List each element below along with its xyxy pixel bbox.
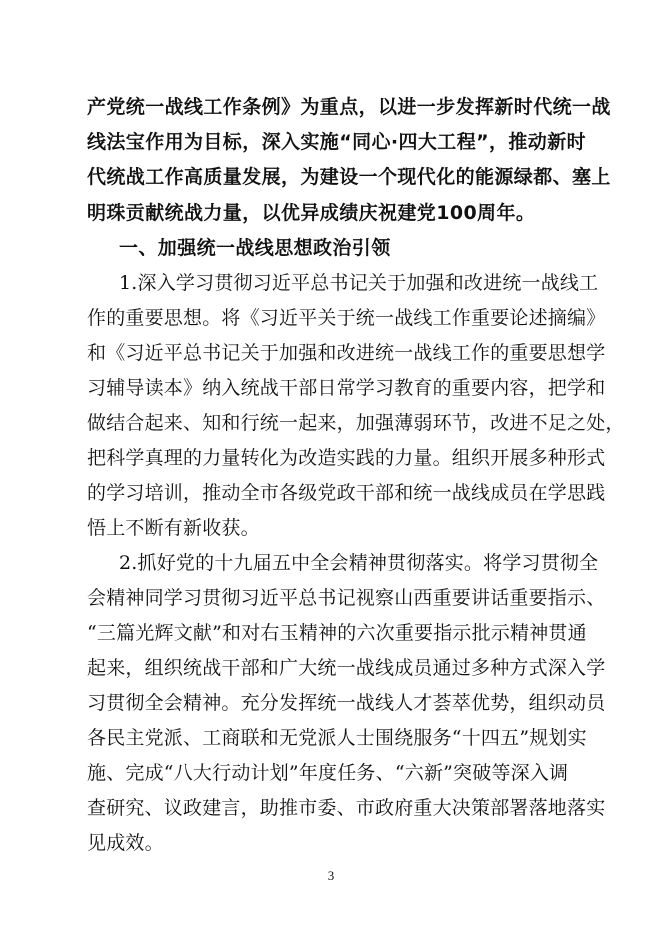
item1-line-5: 做结合起来、知和行统一起来，加强薄弱环节，改进不足之处， bbox=[87, 412, 625, 434]
item2-line-9: 见成效。 bbox=[87, 832, 164, 854]
item2-line-3: “三篇光辉文献”和对右玉精神的六次重要指示批示精神贯通 bbox=[87, 622, 587, 644]
item1-line-4: 习辅导读本》纳入统战干部日常学习教育的重要内容，把学和 bbox=[87, 377, 606, 399]
item1-line-3: 和《习近平总书记关于加强和改进统一战线工作的重要思想学 bbox=[87, 342, 606, 364]
item2-line-7: 施、完成“八大行动计划”年度任务、“六新”突破等深入调 bbox=[87, 762, 569, 784]
item2-line-8: 查研究、议政建言，助推市委、市政府重大决策部署落地落实 bbox=[87, 797, 606, 819]
item1-line-6: 把科学真理的力量转化为改造实践的力量。组织开展多种形式 bbox=[87, 447, 606, 469]
intro-line-1: 产党统一战线工作条例》为重点，以进一步发挥新时代统一战 bbox=[87, 96, 611, 118]
page-number: 3 bbox=[327, 868, 335, 883]
item1-line-7: 的学习培训，推动全市各级党政干部和统一战线成员在学思践 bbox=[87, 482, 606, 504]
intro-line-4: 明珠贡献统战力量，以优异成绩庆祝建党100周年。 bbox=[87, 202, 536, 224]
item1-line-1: 1.深入学习贯彻习近平总书记关于加强和改进统一战线工 bbox=[119, 272, 599, 294]
section-heading: 一、加强统一战线思想政治引领 bbox=[119, 237, 391, 259]
item1-line-8: 悟上不断有新收获。 bbox=[87, 517, 260, 539]
intro-line-2: 线法宝作用为目标，深入实施“同心·四大工程”，推动新时 bbox=[87, 131, 586, 153]
item2-line-1: 2.抓好党的十九届五中全会精神贯彻落实。将学习贯彻全 bbox=[119, 552, 599, 574]
item1-line-2: 作的重要思想。将《习近平关于统一战线工作重要论述摘编》 bbox=[87, 307, 606, 329]
intro-line-3: 代统战工作高质量发展，为建设一个现代化的能源绿都、塞上 bbox=[87, 166, 611, 188]
item2-line-2: 会精神同学习贯彻习近平总书记视察山西重要讲话重要指示、 bbox=[87, 587, 606, 609]
item2-line-6: 各民主党派、工商联和无党派人士围绕服务“十四五”规划实 bbox=[87, 727, 587, 749]
item2-line-4: 起来，组织统战干部和广大统一战线成员通过多种方式深入学 bbox=[87, 657, 606, 679]
item2-line-5: 习贯彻全会精神。充分发挥统一战线人才荟萃优势，组织动员 bbox=[87, 692, 606, 714]
